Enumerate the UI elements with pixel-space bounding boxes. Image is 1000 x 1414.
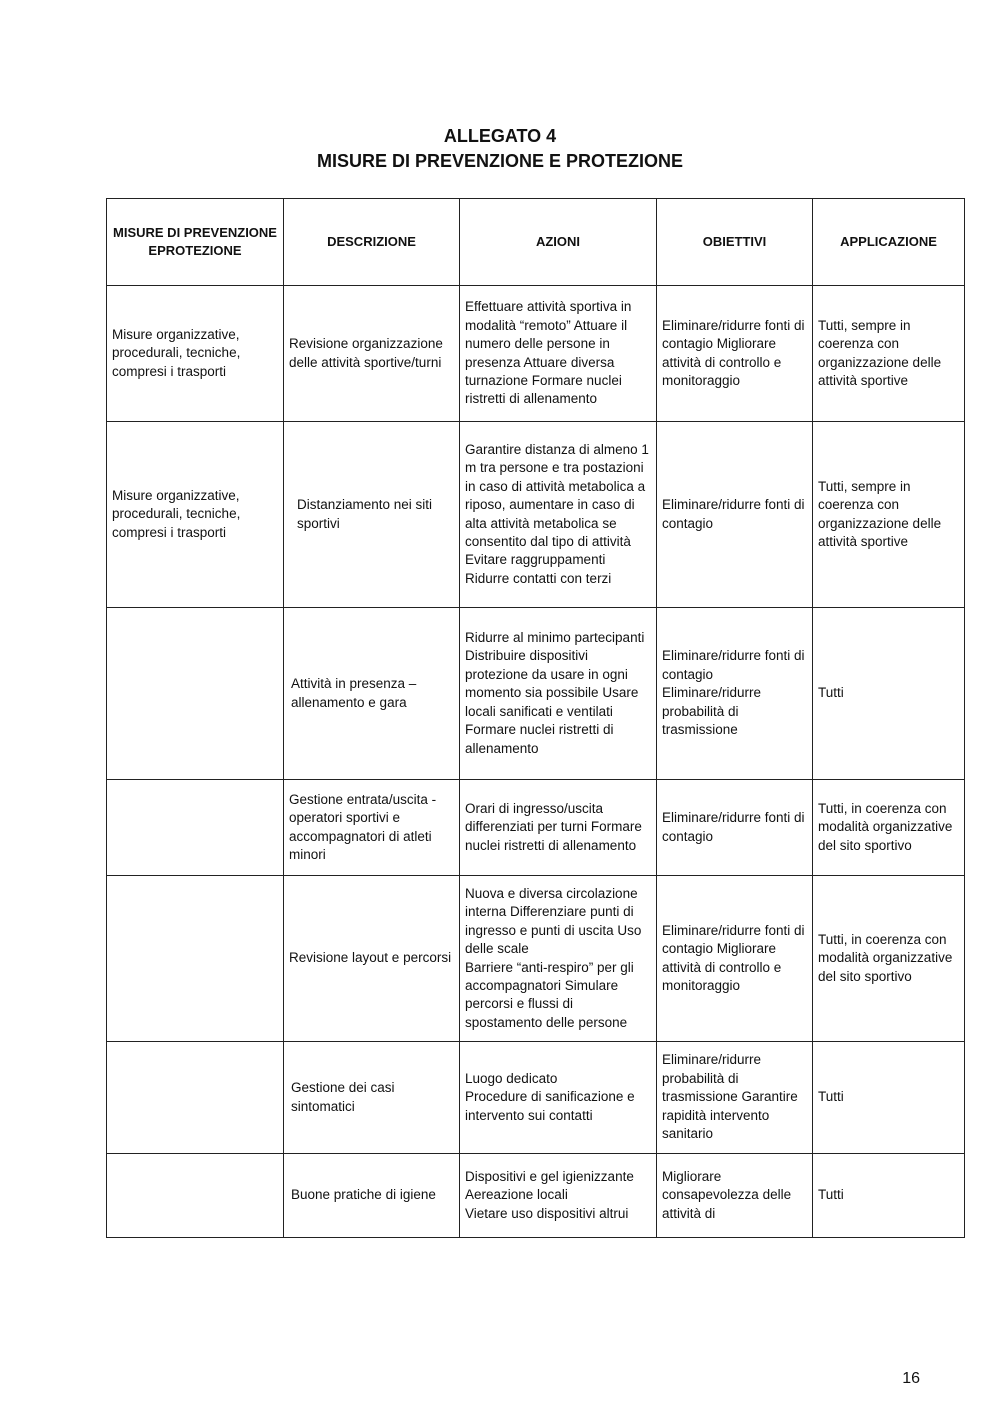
cell-azioni: Effettuare attività sportiva in modalità “remoto” Attuare il numero delle persone in presenza Attuare diversa turnazione Formare nuclei ristretti di allenamento xyxy=(460,286,657,422)
title-line-2: MISURE DI PREVENZIONE E PROTEZIONE xyxy=(316,151,684,171)
header-misure: MISURE DI PREVENZIONE EPROTEZIONE xyxy=(107,199,284,286)
cell-azioni: Luogo dedicato Procedure di sanificazione e intervento sui contatti xyxy=(460,1042,657,1154)
cell-applicazione: Tutti, sempre in coerenza con organizzazione delle attività sportive xyxy=(813,422,965,608)
table-row xyxy=(107,1042,965,1154)
cell-descrizione: Revisione layout e percorsi xyxy=(284,876,460,1042)
cell-applicazione: Tutti, in coerenza con modalità organizzative del sito sportivo xyxy=(813,876,965,1042)
measures-table xyxy=(106,198,965,1238)
table-row xyxy=(107,608,965,780)
document-title xyxy=(0,124,1000,174)
cell-applicazione: Tutti, sempre in coerenza con organizzazione delle attività sportive xyxy=(813,286,965,422)
header-obiettivi: OBIETTIVI xyxy=(657,199,813,286)
cell-misure xyxy=(107,876,284,1042)
cell-descrizione: Gestione entrata/uscita - operatori sportivi e accompagnatori di atleti minori xyxy=(284,780,460,876)
table-row xyxy=(107,780,965,876)
table-row xyxy=(107,286,965,422)
cell-descrizione: Buone pratiche di igiene xyxy=(284,1154,460,1238)
cell-obiettivi: Eliminare/ridurre fonti di contagio xyxy=(657,780,813,876)
cell-azioni: Garantire distanza di almeno 1 m tra persone e tra postazioni in caso di attività metabolica a riposo, aumentare in caso di alta attività metabolica se consentito dal tipo di attività Evitare raggruppamenti Ridurre contatti con terzi xyxy=(460,422,657,608)
cell-misure xyxy=(107,608,284,780)
cell-obiettivi: Eliminare/ridurre fonti di contagio Eliminare/ridurre probabilità di trasmissione xyxy=(657,608,813,780)
cell-descrizione: Distanziamento nei siti sportivi xyxy=(284,422,460,608)
cell-descrizione: Gestione dei casi sintomatici xyxy=(284,1042,460,1154)
cell-applicazione: Tutti xyxy=(813,1154,965,1238)
header-applicazione: APPLICAZIONE xyxy=(813,199,965,286)
table-row xyxy=(107,876,965,1042)
cell-descrizione: Attività in presenza – allenamento e gara xyxy=(284,608,460,780)
cell-applicazione: Tutti xyxy=(813,608,965,780)
cell-azioni: Ridurre al minimo partecipanti Distribuire dispositivi protezione da usare in ogni momento sia possibile Usare locali sanificati e ventilati Formare nuclei ristretti di allenamento xyxy=(460,608,657,780)
cell-descrizione: Revisione organizzazione delle attività sportive/turni xyxy=(284,286,460,422)
cell-azioni: Dispositivi e gel igienizzante Aereazione locali Vietare uso dispositivi altrui xyxy=(460,1154,657,1238)
header-row xyxy=(107,199,965,286)
cell-applicazione: Tutti xyxy=(813,1042,965,1154)
cell-obiettivi: Migliorare consapevolezza delle attività di xyxy=(657,1154,813,1238)
cell-azioni: Nuova e diversa circolazione interna Differenziare punti di ingresso e punti di uscita Uso delle scale Barriere “anti-respiro” per gli accompagnatori Simulare percorsi e flussi di spostamento delle persone xyxy=(460,876,657,1042)
cell-obiettivi: Eliminare/ridurre probabilità di trasmissione Garantire rapidità intervento sanitario xyxy=(657,1042,813,1154)
cell-misure xyxy=(107,1042,284,1154)
cell-misure xyxy=(107,780,284,876)
table-row xyxy=(107,1154,965,1238)
header-azioni: AZIONI xyxy=(460,199,657,286)
cell-misure xyxy=(107,1154,284,1238)
cell-obiettivi: Eliminare/ridurre fonti di contagio xyxy=(657,422,813,608)
cell-applicazione: Tutti, in coerenza con modalità organizzative del sito sportivo xyxy=(813,780,965,876)
title-line-1: ALLEGATO 4 xyxy=(443,126,557,146)
page-number: 16 xyxy=(902,1370,920,1387)
table-row xyxy=(107,422,965,608)
cell-azioni: Orari di ingresso/uscita differenziati per turni Formare nuclei ristretti di allenamento xyxy=(460,780,657,876)
cell-misure: Misure organizzative, procedurali, tecniche, compresi i trasporti xyxy=(107,422,284,608)
cell-obiettivi: Eliminare/ridurre fonti di contagio Migliorare attività di controllo e monitoraggio xyxy=(657,286,813,422)
cell-obiettivi: Eliminare/ridurre fonti di contagio Migliorare attività di controllo e monitoraggio xyxy=(657,876,813,1042)
header-descrizione: DESCRIZIONE xyxy=(284,199,460,286)
cell-misure: Misure organizzative, procedurali, tecniche, compresi i trasporti xyxy=(107,286,284,422)
